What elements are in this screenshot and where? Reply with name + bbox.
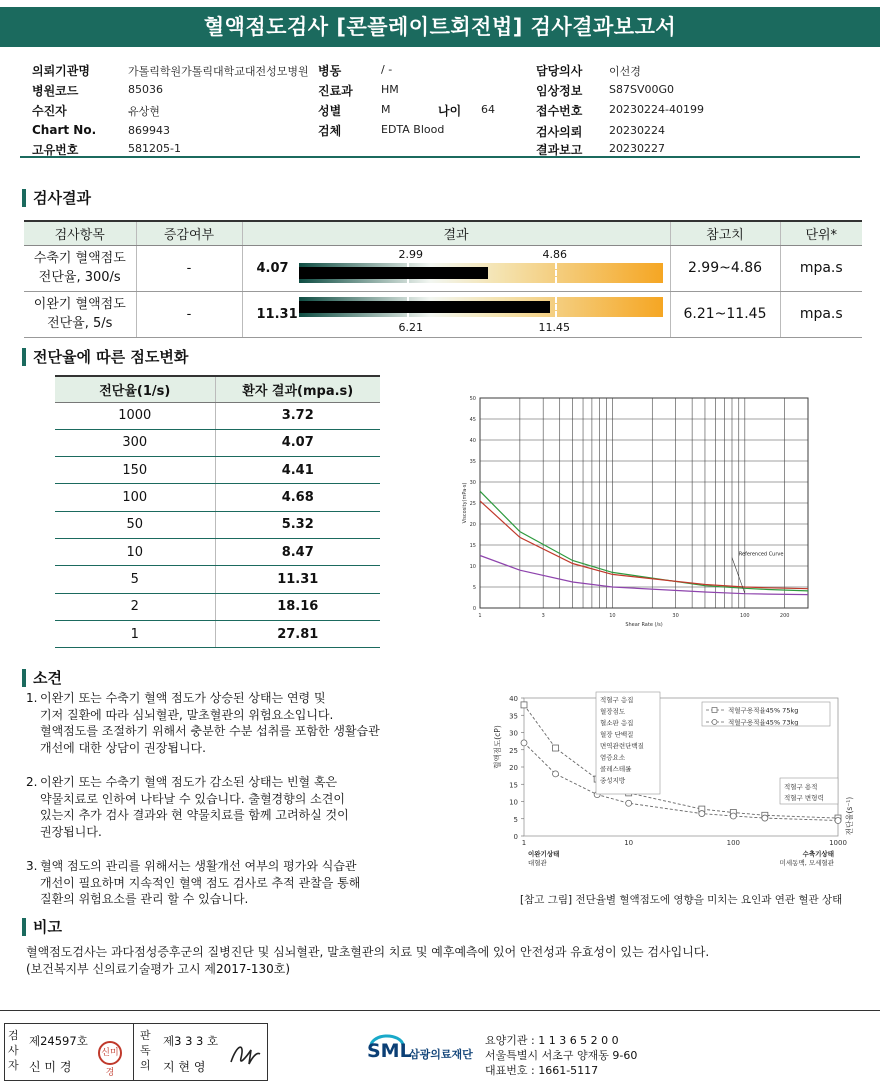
x-tick-label: 100 <box>740 613 750 619</box>
col-unit: 단위* <box>780 221 862 245</box>
y2-axis-label: 전단율(s⁻¹) <box>845 796 854 836</box>
opinion-line: 기저 질환에 따라 심뇌혈관, 말초혈관의 위험요소입니다. <box>40 707 334 722</box>
table-row <box>24 291 862 337</box>
table-row <box>55 620 380 647</box>
section-remarks-title: 비고 <box>22 918 62 936</box>
series-point <box>553 745 559 751</box>
patient-result-cell: 4.41 <box>215 457 380 484</box>
header-value: 가톨릭학원가톨릭대학교대전성모병원 <box>128 65 309 78</box>
factors-chart-caption: [참고 그림] 전단율별 혈액점도에 영향을 미치는 요인과 연관 혈관 상태 <box>520 894 843 906</box>
remarks-line1: 혈액점도검사는 과다점성증후군의 질병진단 및 심뇌혈관, 말초혈관의 치료 및 예후예측에 있어 안전성과 유효성이 있는 검사입니다. <box>26 945 710 959</box>
section-results-title: 검사결과 <box>22 189 91 207</box>
header-info <box>0 0 880 160</box>
y-tick-label: 15 <box>469 543 476 549</box>
viscosity-chart <box>440 390 820 645</box>
table-row <box>55 538 380 565</box>
shear-rate-cell: 10 <box>55 538 215 565</box>
y-tick-label: 15 <box>509 781 518 790</box>
header-label: 수진자 <box>32 104 67 118</box>
header-label: 검사의뢰 <box>536 125 583 139</box>
ref-low-label: 2.99 <box>398 247 423 261</box>
opinion-line: 있는지 추가 검사 결과와 현 약물치료를 함께 고려하실 것이 <box>40 808 349 822</box>
shear-rate-cell: 100 <box>55 484 215 511</box>
y-tick-label: 50 <box>469 396 476 402</box>
header-value: 20230224 <box>609 124 665 137</box>
signature-divider <box>133 1024 134 1080</box>
header-label: 결과보고 <box>536 143 583 157</box>
ref-high-label: 11.45 <box>538 320 570 334</box>
x-label-left: 이완기상태 <box>528 850 560 858</box>
header-label: 검체 <box>318 124 342 138</box>
table-row <box>55 566 380 593</box>
y-tick-label: 25 <box>469 501 476 507</box>
col-shear-rate: 전단율(1/s) <box>55 376 215 402</box>
org-phone: 대표번호 : 1661-5117 <box>485 1064 599 1077</box>
patient-result-cell: 3.72 <box>215 402 380 429</box>
header-label: 의뢰기관명 <box>32 64 90 78</box>
shear-rate-cell: 1000 <box>55 402 215 429</box>
header-value: 유상현 <box>128 105 160 118</box>
table-row <box>24 245 862 291</box>
shear-rate-cell: 2 <box>55 593 215 620</box>
approver-label: 판독의 <box>140 1029 151 1072</box>
patient-result-cell: 18.16 <box>215 593 380 620</box>
factor2-label: 적혈구 변형력 <box>784 794 824 802</box>
series-point <box>699 811 705 817</box>
shear-table <box>55 375 380 648</box>
series-point <box>730 813 736 819</box>
y-tick-label: 30 <box>509 729 518 738</box>
reference-range: 6.21~11.45 <box>670 291 780 337</box>
shear-rate-cell: 5 <box>55 566 215 593</box>
x-tick-label: 3 <box>541 613 545 619</box>
y-tick-label: 35 <box>469 459 476 465</box>
tester-stamp: 신미경 <box>98 1041 122 1065</box>
header-value: 20230227 <box>609 142 665 155</box>
opinion-number: 1. <box>26 691 38 705</box>
result-cell <box>242 245 670 291</box>
legend-marker <box>712 708 717 713</box>
test-item-line1: 이완기 혈액점도 <box>33 297 126 312</box>
header-value: S87SV00G0 <box>609 83 675 96</box>
tester-no: 제24597호 <box>29 1034 88 1048</box>
result-value: 4.07 <box>256 260 289 276</box>
factor-label: 적혈구 응집 <box>600 696 634 704</box>
header-value: HM <box>381 83 399 96</box>
unit: mpa.s <box>780 245 862 291</box>
factor-label: 콜레스테롤 <box>600 765 632 773</box>
factor2-label: 적혈구 용적 <box>784 783 818 791</box>
header-label: Chart No. <box>32 123 97 137</box>
annotation-label: Referenced Curve <box>738 551 784 558</box>
gauge-high-marker <box>555 263 557 283</box>
x-tick-label: 10 <box>609 613 616 619</box>
x-label-right: 수축기상태 <box>802 850 834 858</box>
y-tick-label: 40 <box>469 438 476 444</box>
y-axis-label: Viscosity(mPa·s) <box>462 482 468 524</box>
series-point <box>835 817 841 823</box>
results-table <box>24 220 862 338</box>
y-axis-label: 혈액점도(cP) <box>493 725 502 769</box>
org-code: 요양기관 : 1 1 3 6 5 2 0 0 <box>485 1034 619 1047</box>
test-item-line2: 전단율, 5/s <box>47 316 113 331</box>
factor-label: 면역관련단백질 <box>600 742 644 750</box>
factor-label: 혈장 단백질 <box>600 730 634 739</box>
header-value: 이선경 <box>609 65 641 78</box>
tester-label: 검사자 <box>8 1029 19 1072</box>
header-value: 869943 <box>128 124 170 137</box>
opinion-line: 이완기 또는 수축기 혈액 점도가 상승된 상태는 연령 및 <box>40 691 326 705</box>
header-label: 성별 <box>318 104 342 118</box>
header-value: 85036 <box>128 83 163 96</box>
x-axis-label: Shear Rate (/s) <box>625 622 663 628</box>
footer-divider <box>0 1010 880 1011</box>
shear-rate-cell: 150 <box>55 457 215 484</box>
result-cell <box>242 291 670 337</box>
factor-label: 혈장점도 <box>600 707 626 716</box>
patient-result-cell: 8.47 <box>215 538 380 565</box>
shear-rate-cell: 300 <box>55 429 215 456</box>
y-tick-label: 0 <box>472 606 476 612</box>
header-value: 581205-1 <box>128 142 181 155</box>
patient-result-cell: 11.31 <box>215 566 380 593</box>
header-label: 병동 <box>318 64 342 78</box>
org-name: 삼광의료재단 <box>409 1048 473 1061</box>
table-row <box>55 429 380 456</box>
opinion-line: 질환의 위험요소를 관리 할 수 있습니다. <box>40 892 249 906</box>
y-tick-label: 35 <box>509 712 518 721</box>
section-shear-title: 전단율에 따른 점도변화 <box>22 348 188 366</box>
series-point <box>626 800 632 806</box>
series-point <box>553 771 559 777</box>
opinion-line: 권장됩니다. <box>40 824 102 839</box>
result-value: 11.31 <box>256 306 298 322</box>
col-change: 증감여부 <box>136 221 242 245</box>
y-tick-label: 20 <box>509 764 518 772</box>
header-value: 64 <box>481 103 495 116</box>
y-tick-label: 10 <box>469 564 476 570</box>
patient-result-cell: 4.07 <box>215 429 380 456</box>
y-tick-label: 30 <box>469 480 476 486</box>
header-label: 임상정보 <box>536 84 583 98</box>
factor-label: 염증요소 <box>600 753 626 762</box>
approver-no: 제3 3 3 호 <box>163 1034 219 1048</box>
factors-chart <box>486 688 866 888</box>
series-point <box>762 815 768 821</box>
header-label: 나이 <box>438 104 462 118</box>
table-row <box>55 402 380 429</box>
series-point <box>521 740 527 746</box>
header-label: 접수번호 <box>536 104 583 118</box>
table-row <box>55 484 380 511</box>
y-tick-label: 5 <box>513 815 518 824</box>
result-gauge <box>299 297 663 317</box>
x-tick-label: 30 <box>672 613 679 619</box>
test-item-line2: 전단율, 300/s <box>38 270 121 285</box>
factor-label: 중성지방 <box>600 776 626 785</box>
legend-label: 적혈구용적율45% 75kg <box>728 706 799 715</box>
series-point <box>521 702 527 708</box>
table-row <box>55 511 380 538</box>
y-tick-label: 45 <box>469 417 476 423</box>
change-flag: - <box>136 291 242 337</box>
test-item <box>24 245 136 291</box>
header-label: 진료과 <box>318 84 353 98</box>
header-divider <box>20 156 860 158</box>
x-tick-label: 1000 <box>829 839 847 847</box>
result-bar <box>299 267 488 279</box>
header-label: 병원코드 <box>32 84 79 98</box>
y-tick-label: 25 <box>509 746 518 755</box>
ref-high-label: 4.86 <box>542 247 567 261</box>
opinion-number: 3. <box>26 859 38 873</box>
col-result: 결과 <box>242 221 670 245</box>
col-patient-result: 환자 결과(mpa.s) <box>215 376 380 402</box>
org-logo <box>367 1033 477 1065</box>
section-opinion-title: 소견 <box>22 669 62 687</box>
test-item <box>24 291 136 337</box>
approver-name: 지 현 영 <box>163 1060 206 1074</box>
patient-result-cell: 27.81 <box>215 620 380 647</box>
x-tick-label: 1 <box>521 839 527 847</box>
opinion-line: 혈액점도를 조절하기 위해서 충분한 수분 섭취를 포함한 생활습관 <box>40 724 380 738</box>
table-row <box>55 593 380 620</box>
x-tick-label: 200 <box>779 613 790 619</box>
x-tick-label: 100 <box>726 839 741 847</box>
unit: mpa.s <box>780 291 862 337</box>
header-value: EDTA Blood <box>381 123 445 136</box>
x-tick-label: 10 <box>624 839 634 847</box>
table-row <box>55 457 380 484</box>
signature-box <box>4 1023 268 1081</box>
gauge-high-marker <box>555 297 557 317</box>
y-tick-label: 0 <box>513 833 518 841</box>
x-tick-label: 1 <box>478 613 482 619</box>
legend-label: 적혈구용적율45% 73kg <box>728 718 799 727</box>
reference-range: 2.99~4.86 <box>670 245 780 291</box>
report-title: 혈액점도검사 [콘플레이트회전법] 검사결과보고서 <box>0 7 880 47</box>
y-tick-label: 40 <box>509 695 518 703</box>
y-tick-label: 10 <box>509 798 518 807</box>
col-test-item: 검사항목 <box>24 221 136 245</box>
header-label: 고유번호 <box>32 143 79 157</box>
test-item-line1: 수축기 혈액점도 <box>33 251 126 266</box>
opinion-number: 2. <box>26 775 38 789</box>
patient-result-cell: 5.32 <box>215 511 380 538</box>
result-gauge <box>299 263 663 283</box>
header-value: M <box>381 103 391 116</box>
logo-text: SML <box>367 1040 412 1062</box>
result-bar <box>299 301 550 313</box>
factor-label: 혈소판 응집 <box>600 719 634 727</box>
patient-result-cell: 4.68 <box>215 484 380 511</box>
y-tick-label: 20 <box>469 522 476 528</box>
shear-rate-cell: 1 <box>55 620 215 647</box>
opinion-line: 개선에 대한 상담이 권장됩니다. <box>40 740 206 755</box>
remarks-line2: (보건복지부 신의료기술평가 고시 제2017-130호) <box>26 962 291 976</box>
header-value: 20230224-40199 <box>609 103 704 116</box>
change-flag: - <box>136 245 242 291</box>
legend-marker <box>712 720 717 725</box>
org-address: 서울특별시 서초구 양재동 9-60 <box>485 1049 638 1062</box>
opinion-line: 이완기 또는 수축기 혈액 점도가 감소된 상태는 빈혈 혹은 <box>40 775 338 789</box>
opinion-line: 약물치료로 인하여 나타날 수 있습니다. 출혈경향의 소견이 <box>40 791 345 806</box>
x-label-left: 대혈관 <box>528 859 547 867</box>
header-value: / - <box>381 63 393 76</box>
opinion-line: 혈액 점도의 관리를 위해서는 생활개선 여부의 평가와 식습관 <box>40 859 357 873</box>
header-label: 담당의사 <box>536 64 583 78</box>
opinion-line: 개선이 필요하며 지속적인 혈액 점도 검사로 추적 관찰을 통해 <box>40 875 361 890</box>
col-reference: 참고치 <box>670 221 780 245</box>
y-tick-label: 5 <box>472 585 476 591</box>
shear-rate-cell: 50 <box>55 511 215 538</box>
approver-signature <box>227 1038 263 1070</box>
x-label-right: 미세동맥, 모세혈관 <box>779 859 834 867</box>
ref-low-label: 6.21 <box>398 320 423 334</box>
tester-name: 신 미 경 <box>29 1060 72 1074</box>
